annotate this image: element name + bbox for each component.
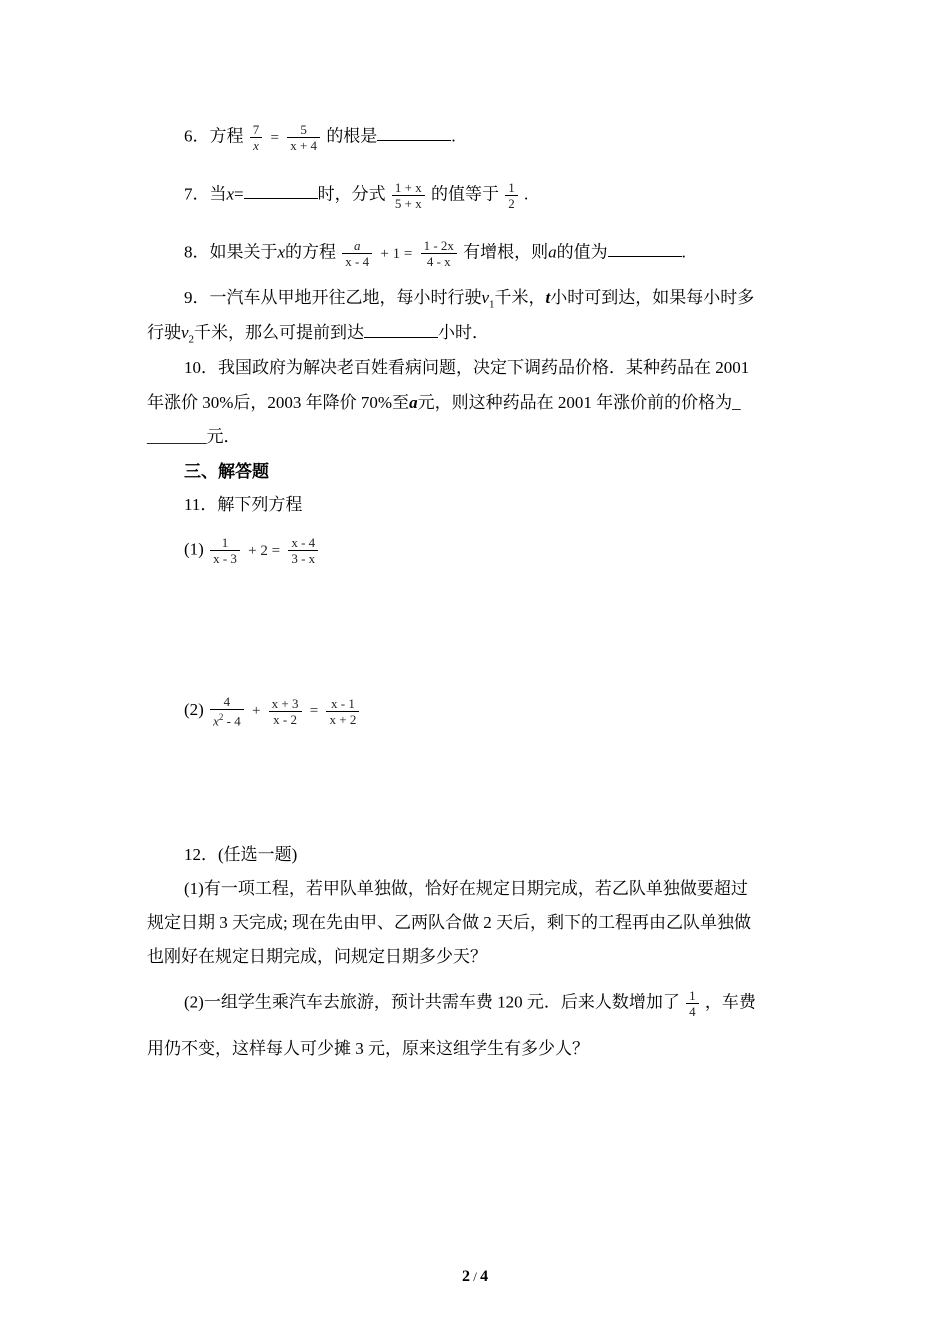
question-6: 6．方程 $\frac{7}{x}$ = $\frac{5}{x + 4}$ 的根是 . — [184, 122, 456, 153]
fraction: $\frac{x - 1}{x + 2}$ — [326, 696, 359, 727]
fraction: $\frac{5}{x + 4}$ — [287, 122, 320, 153]
question-7: 7．当x= 时，分式 $\frac{1 + x}{5 + x}$ 的值等于 $\frac{1}{2}$ . — [184, 180, 529, 211]
question-12-title: 12．(任选一题) — [184, 845, 298, 864]
fraction: $\frac{x + 3}{x - 2}$ — [269, 696, 302, 727]
fraction: $\frac{1}{4}$ — [686, 988, 699, 1019]
question-12-part-2-line-1: (2)一组学生乘汽车去旅游，预计共需车费 120 元．后来人数增加了 $\frac{1}{4}$ ，车费 — [184, 988, 756, 1019]
fraction: $\frac{1 - 2x}{4 - x}$ — [421, 238, 457, 269]
question-11-title: 11．解下列方程 — [184, 495, 303, 514]
question-10-line-2: 年涨价 30%后，2003 年降价 70%至a元，则这种药品在 2001 年涨价前的价格为_ — [147, 393, 741, 412]
fraction: $\frac{1 + x}{5 + x}$ — [392, 180, 425, 211]
fraction: $\frac{1}{x - 3}$ — [210, 535, 240, 566]
fraction: $\frac{1}{2}$ — [505, 180, 518, 211]
question-10-line-1: 10．我国政府为解决老百姓看病问题，决定下调药品价格．某种药品在 2001 — [184, 358, 750, 377]
question-12-part-1-line-3: 也刚好在规定日期完成，问规定日期多少天？ — [147, 947, 487, 966]
page-number: 2 / 4 — [461, 1268, 489, 1285]
answer-blank — [364, 321, 438, 338]
question-9-line-2: 行驶$v_2$千米，那么可提前到达 小时． — [147, 323, 490, 346]
question-11-part-1: (1) $\frac{1}{x - 3}$ + 2 = $\frac{x - 4}{3 - x}$ — [184, 535, 320, 566]
question-12-part-1-line-1: (1)有一项工程，若甲队单独做，恰好在规定日期完成，若乙队单独做要超过 — [184, 879, 748, 898]
question-8: 8．如果关于x的方程 $\frac{a}{x - 4}$ + 1 = $\frac{1 - 2x}{4 - x}$ 有增根，则a的值为 . — [184, 238, 686, 269]
question-9-line-1: 9．一汽车从甲地开往乙地，每小时行驶$v_1$千米，t小时可到达，如果每小时多 — [184, 288, 755, 311]
fraction: $\frac{4}{x^2 - 4}$ — [210, 694, 244, 728]
answer-blank — [244, 182, 318, 199]
fraction: $\frac{x - 4}{3 - x}$ — [288, 535, 318, 566]
question-12-part-1-line-2: 规定日期 3 天完成; 现在先由甲、乙两队合做 2 天后，剩下的工程再由乙队单独做 — [147, 913, 751, 932]
question-12-part-2-line-2: 用仍不变，这样每人可少摊 3 元，原来这组学生有多少人？ — [147, 1039, 589, 1058]
section-heading: 三、解答题 — [184, 462, 269, 481]
answer-blank — [377, 124, 451, 141]
question-11-part-2: (2) $\frac{4}{x^2 - 4}$ + $\frac{x + 3}{x - 2}$ = $\frac{x - 1}{x + 2}$ — [184, 694, 361, 728]
fraction: $\frac{a}{x - 4}$ — [342, 238, 372, 269]
answer-blank — [608, 240, 682, 257]
fraction: $\frac{7}{x}$ — [250, 122, 263, 153]
question-10-line-3: _______元． — [147, 427, 241, 446]
